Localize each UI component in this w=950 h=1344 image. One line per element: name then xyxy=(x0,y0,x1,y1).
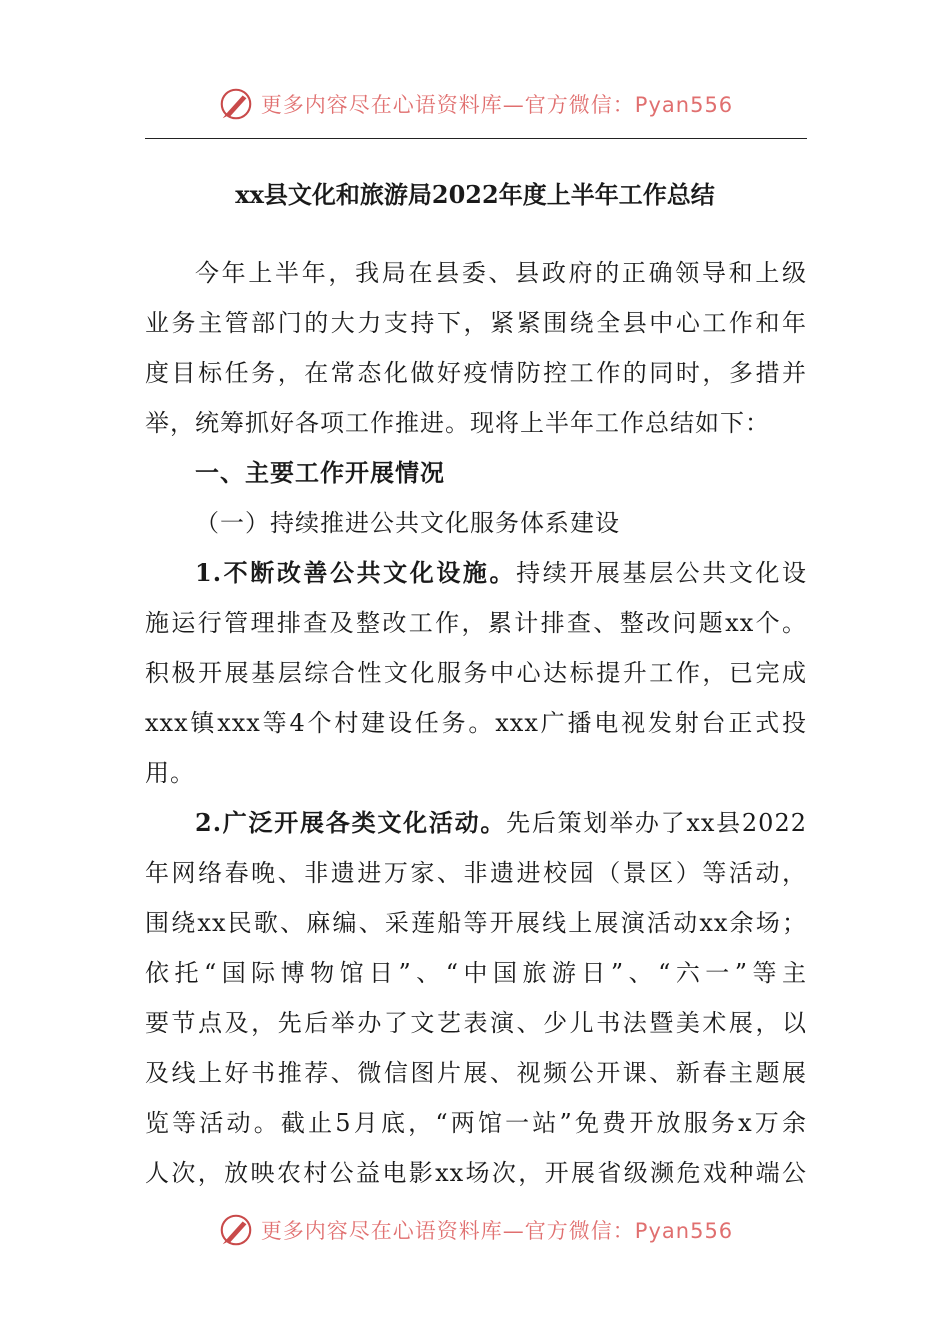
subsection-heading: （一）持续推进公共文化服务体系建设 xyxy=(195,509,620,537)
pen-logo-icon xyxy=(217,85,255,123)
intro-line: 业务主管部门的大力支持下，紧紧围绕全县中心工作和年 xyxy=(145,309,807,337)
intro-line: 度目标任务，在常态化做好疫情防控工作的同时，多措并 xyxy=(145,359,807,387)
item1-line: 施运行管理排查及整改工作，累计排查、整改问题xx个。 xyxy=(145,609,807,637)
item2-text: 先后策划举办了xx县2022 xyxy=(506,809,807,837)
watermark-header xyxy=(0,82,950,126)
item2-line: 围绕xx民歌、麻编、采莲船等开展线上展演活动xx余场； xyxy=(145,909,807,937)
header-divider xyxy=(145,138,807,139)
watermark-text: 更多内容尽在心语资料库—官方微信：Pyan556 xyxy=(260,93,734,117)
item2-line: 依托“国际博物馆日”、“中国旅游日”、“六一”等主 xyxy=(145,959,807,987)
intro-line: 今年上半年，我局在县委、县政府的正确领导和上级 xyxy=(195,259,807,287)
item2-line: 要节点及，先后举办了文艺表演、少儿书法暨美术展，以 xyxy=(145,1009,807,1037)
document-title: xx县文化和旅游局2022年度上半年工作总结 xyxy=(235,180,715,209)
item1-first-line xyxy=(145,548,807,598)
item1-text: 持续开展基层公共文化设 xyxy=(516,559,808,587)
pen-logo-icon xyxy=(217,1211,255,1249)
item2-line: 及线上好书推荐、微信图片展、视频公开课、新春主题展 xyxy=(145,1059,807,1087)
watermark-text: 更多内容尽在心语资料库—官方微信：Pyan556 xyxy=(260,1219,734,1243)
item2-line: 览等活动。截止5月底，“两馆一站”免费开放服务x万余 xyxy=(145,1109,807,1137)
item1-line: 积极开展基层综合性文化服务中心达标提升工作，已完成 xyxy=(145,659,807,687)
item1-line: 用。 xyxy=(145,759,195,787)
item1-line: xxx镇xxx等4个村建设任务。xxx广播电视发射台正式投 xyxy=(145,709,807,737)
intro-line: 举，统筹抓好各项工作推进。现将上半年工作总结如下： xyxy=(145,409,770,437)
item2-first-line xyxy=(145,798,807,848)
item1-heading: 1.不断改善公共文化设施。 xyxy=(195,558,517,587)
document-body xyxy=(145,248,807,1198)
watermark-footer xyxy=(0,1208,950,1252)
item2-line: 人次，放映农村公益电影xx场次，开展省级濒危戏种端公 xyxy=(145,1159,807,1187)
item2-line: 年网络春晚、非遗进万家、非遗进校园（景区）等活动， xyxy=(145,859,807,887)
section-heading: 一、主要工作开展情况 xyxy=(195,458,445,487)
item2-heading: 2.广泛开展各类文化活动。 xyxy=(195,808,507,837)
